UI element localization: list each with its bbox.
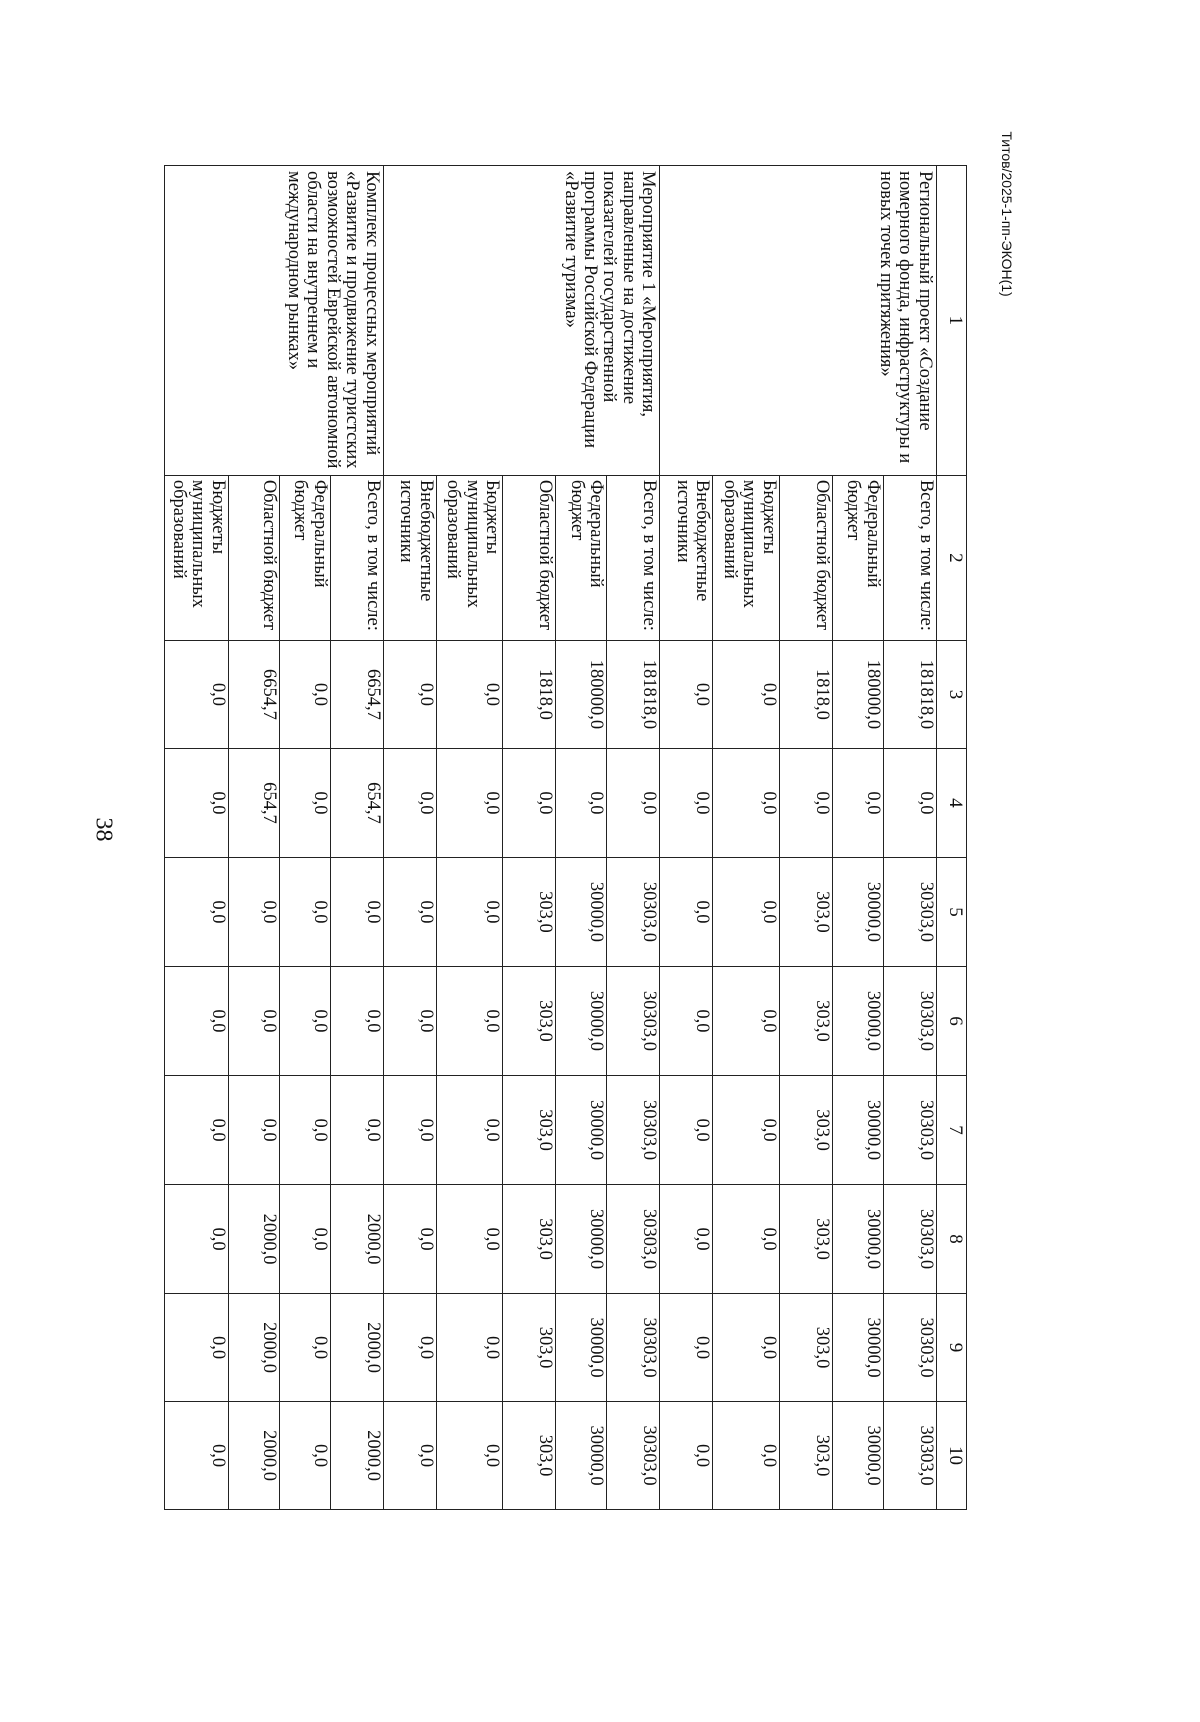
value-cell: 30303,0 <box>883 1294 936 1402</box>
value-cell: 30000,0 <box>556 1076 607 1185</box>
value-cell: 654,7 <box>228 748 279 857</box>
funding-source-label: Федеральный бюджет <box>832 475 883 640</box>
value-cell: 303,0 <box>503 857 556 966</box>
value-cell: 0,0 <box>383 640 436 748</box>
table-header-row <box>936 166 966 1510</box>
table-row <box>330 166 383 1510</box>
column-header: 7 <box>936 1076 966 1185</box>
value-cell: 30303,0 <box>607 1076 660 1185</box>
value-cell: 0,0 <box>165 857 229 966</box>
value-cell: 0,0 <box>383 748 436 857</box>
funding-source-label: Бюджеты муниципальных образований <box>436 475 503 640</box>
value-cell: 2000,0 <box>330 1402 383 1510</box>
value-cell: 0,0 <box>883 748 936 857</box>
table-row <box>607 166 660 1510</box>
value-cell: 30000,0 <box>556 1402 607 1510</box>
value-cell: 6654,7 <box>330 640 383 748</box>
value-cell: 1818,0 <box>779 640 832 748</box>
value-cell: 0,0 <box>383 1402 436 1510</box>
value-cell: 0,0 <box>436 1076 503 1185</box>
value-cell: 0,0 <box>165 966 229 1075</box>
value-cell: 0,0 <box>279 640 330 748</box>
value-cell: 0,0 <box>713 640 780 748</box>
table-row <box>883 166 936 1510</box>
value-cell: 30000,0 <box>832 1294 883 1402</box>
section-title: Комплекс процессных мероприятий «Развитие и продвижение туристских возможностей Еврейской автономной области на внутреннем и международном рынках» <box>165 166 384 476</box>
budget-table-container <box>164 165 967 1510</box>
value-cell: 0,0 <box>165 1076 229 1185</box>
value-cell: 2000,0 <box>228 1185 279 1294</box>
column-header: 2 <box>936 475 966 640</box>
funding-source-label: Бюджеты муниципальных образований <box>713 475 780 640</box>
value-cell: 180000,0 <box>556 640 607 748</box>
column-header: 3 <box>936 640 966 748</box>
value-cell: 0,0 <box>436 966 503 1075</box>
value-cell: 0,0 <box>713 1294 780 1402</box>
value-cell: 30303,0 <box>883 1402 936 1510</box>
value-cell: 0,0 <box>383 1076 436 1185</box>
value-cell: 0,0 <box>660 1185 713 1294</box>
value-cell: 30000,0 <box>832 857 883 966</box>
value-cell: 6654,7 <box>228 640 279 748</box>
value-cell: 0,0 <box>660 748 713 857</box>
value-cell: 0,0 <box>165 1402 229 1510</box>
value-cell: 30000,0 <box>556 1294 607 1402</box>
value-cell: 30000,0 <box>832 1076 883 1185</box>
value-cell: 0,0 <box>383 857 436 966</box>
column-header: 10 <box>936 1402 966 1510</box>
value-cell: 0,0 <box>228 966 279 1075</box>
value-cell: 30303,0 <box>883 966 936 1075</box>
value-cell: 0,0 <box>832 748 883 857</box>
value-cell: 0,0 <box>556 748 607 857</box>
value-cell: 30000,0 <box>832 1402 883 1510</box>
value-cell: 0,0 <box>607 748 660 857</box>
value-cell: 0,0 <box>713 1076 780 1185</box>
value-cell: 0,0 <box>660 1076 713 1185</box>
section-title: Региональный проект «Создание номерного фонда, инфраструктуры и новых точек притяжения» <box>660 166 937 476</box>
value-cell: 0,0 <box>279 748 330 857</box>
funding-source-label: Всего, в том числе: <box>883 475 936 640</box>
value-cell: 30303,0 <box>883 857 936 966</box>
value-cell: 303,0 <box>503 1402 556 1510</box>
funding-source-label: Областной бюджет <box>503 475 556 640</box>
value-cell: 30000,0 <box>556 1185 607 1294</box>
value-cell: 0,0 <box>165 1185 229 1294</box>
column-header: 6 <box>936 966 966 1075</box>
value-cell: 180000,0 <box>832 640 883 748</box>
column-header: 5 <box>936 857 966 966</box>
value-cell: 0,0 <box>660 640 713 748</box>
value-cell: 0,0 <box>713 966 780 1075</box>
value-cell: 0,0 <box>165 1294 229 1402</box>
value-cell: 30000,0 <box>556 966 607 1075</box>
value-cell: 0,0 <box>713 1185 780 1294</box>
value-cell: 0,0 <box>279 1076 330 1185</box>
value-cell: 0,0 <box>330 966 383 1075</box>
funding-source-label: Областной бюджет <box>228 475 279 640</box>
funding-source-label: Областной бюджет <box>779 475 832 640</box>
value-cell: 30000,0 <box>832 1185 883 1294</box>
funding-source-label: Всего, в том числе: <box>330 475 383 640</box>
value-cell: 181818,0 <box>607 640 660 748</box>
value-cell: 303,0 <box>779 966 832 1075</box>
value-cell: 0,0 <box>279 1185 330 1294</box>
value-cell: 0,0 <box>660 1402 713 1510</box>
value-cell: 0,0 <box>436 1185 503 1294</box>
value-cell: 0,0 <box>713 857 780 966</box>
value-cell: 30303,0 <box>607 966 660 1075</box>
funding-source-label: Внебюджетные источники <box>383 475 436 640</box>
section-title: Мероприятие 1 «Мероприятия, направленные на достижение показателей государственной программы Российской Федерации «Развитие туризма» <box>383 166 660 476</box>
value-cell: 2000,0 <box>228 1402 279 1510</box>
value-cell: 0,0 <box>383 1185 436 1294</box>
value-cell: 30303,0 <box>607 857 660 966</box>
value-cell: 0,0 <box>383 1294 436 1402</box>
value-cell: 0,0 <box>436 1294 503 1402</box>
value-cell: 0,0 <box>713 748 780 857</box>
document-code: Титов/2025-1-пп-ЭКОН(1) <box>999 131 1015 297</box>
value-cell: 2000,0 <box>228 1294 279 1402</box>
value-cell: 303,0 <box>779 1076 832 1185</box>
value-cell: 0,0 <box>279 1294 330 1402</box>
value-cell: 30303,0 <box>607 1402 660 1510</box>
value-cell: 0,0 <box>436 1402 503 1510</box>
value-cell: 2000,0 <box>330 1185 383 1294</box>
value-cell: 0,0 <box>228 857 279 966</box>
value-cell: 0,0 <box>660 966 713 1075</box>
value-cell: 303,0 <box>779 1185 832 1294</box>
value-cell: 30303,0 <box>607 1294 660 1402</box>
value-cell: 303,0 <box>503 1185 556 1294</box>
page-number: 38 <box>90 817 117 842</box>
value-cell: 30000,0 <box>832 966 883 1075</box>
value-cell: 0,0 <box>383 966 436 1075</box>
value-cell: 0,0 <box>503 748 556 857</box>
value-cell: 0,0 <box>660 857 713 966</box>
value-cell: 0,0 <box>713 1402 780 1510</box>
value-cell: 0,0 <box>330 1076 383 1185</box>
column-header: 4 <box>936 748 966 857</box>
value-cell: 0,0 <box>779 748 832 857</box>
value-cell: 0,0 <box>279 966 330 1075</box>
value-cell: 0,0 <box>436 748 503 857</box>
value-cell: 654,7 <box>330 748 383 857</box>
value-cell: 0,0 <box>228 1076 279 1185</box>
value-cell: 30303,0 <box>883 1185 936 1294</box>
column-header: 9 <box>936 1294 966 1402</box>
column-header: 8 <box>936 1185 966 1294</box>
value-cell: 0,0 <box>436 857 503 966</box>
funding-source-label: Федеральный бюджет <box>556 475 607 640</box>
column-header: 1 <box>936 166 966 476</box>
value-cell: 303,0 <box>779 1402 832 1510</box>
value-cell: 30303,0 <box>883 1076 936 1185</box>
budget-table <box>164 165 967 1510</box>
value-cell: 0,0 <box>165 748 229 857</box>
funding-source-label: Внебюджетные источники <box>660 475 713 640</box>
value-cell: 181818,0 <box>883 640 936 748</box>
value-cell: 303,0 <box>503 1076 556 1185</box>
value-cell: 303,0 <box>503 1294 556 1402</box>
funding-source-label: Всего, в том числе: <box>607 475 660 640</box>
value-cell: 0,0 <box>436 640 503 748</box>
funding-source-label: Бюджеты муниципальных образований <box>165 475 229 640</box>
value-cell: 30000,0 <box>556 857 607 966</box>
value-cell: 0,0 <box>165 640 229 748</box>
funding-source-label: Федеральный бюджет <box>279 475 330 640</box>
value-cell: 0,0 <box>279 857 330 966</box>
value-cell: 2000,0 <box>330 1294 383 1402</box>
value-cell: 0,0 <box>330 857 383 966</box>
value-cell: 0,0 <box>279 1402 330 1510</box>
value-cell: 303,0 <box>779 857 832 966</box>
value-cell: 1818,0 <box>503 640 556 748</box>
value-cell: 0,0 <box>660 1294 713 1402</box>
value-cell: 303,0 <box>779 1294 832 1402</box>
value-cell: 30303,0 <box>607 1185 660 1294</box>
value-cell: 303,0 <box>503 966 556 1075</box>
